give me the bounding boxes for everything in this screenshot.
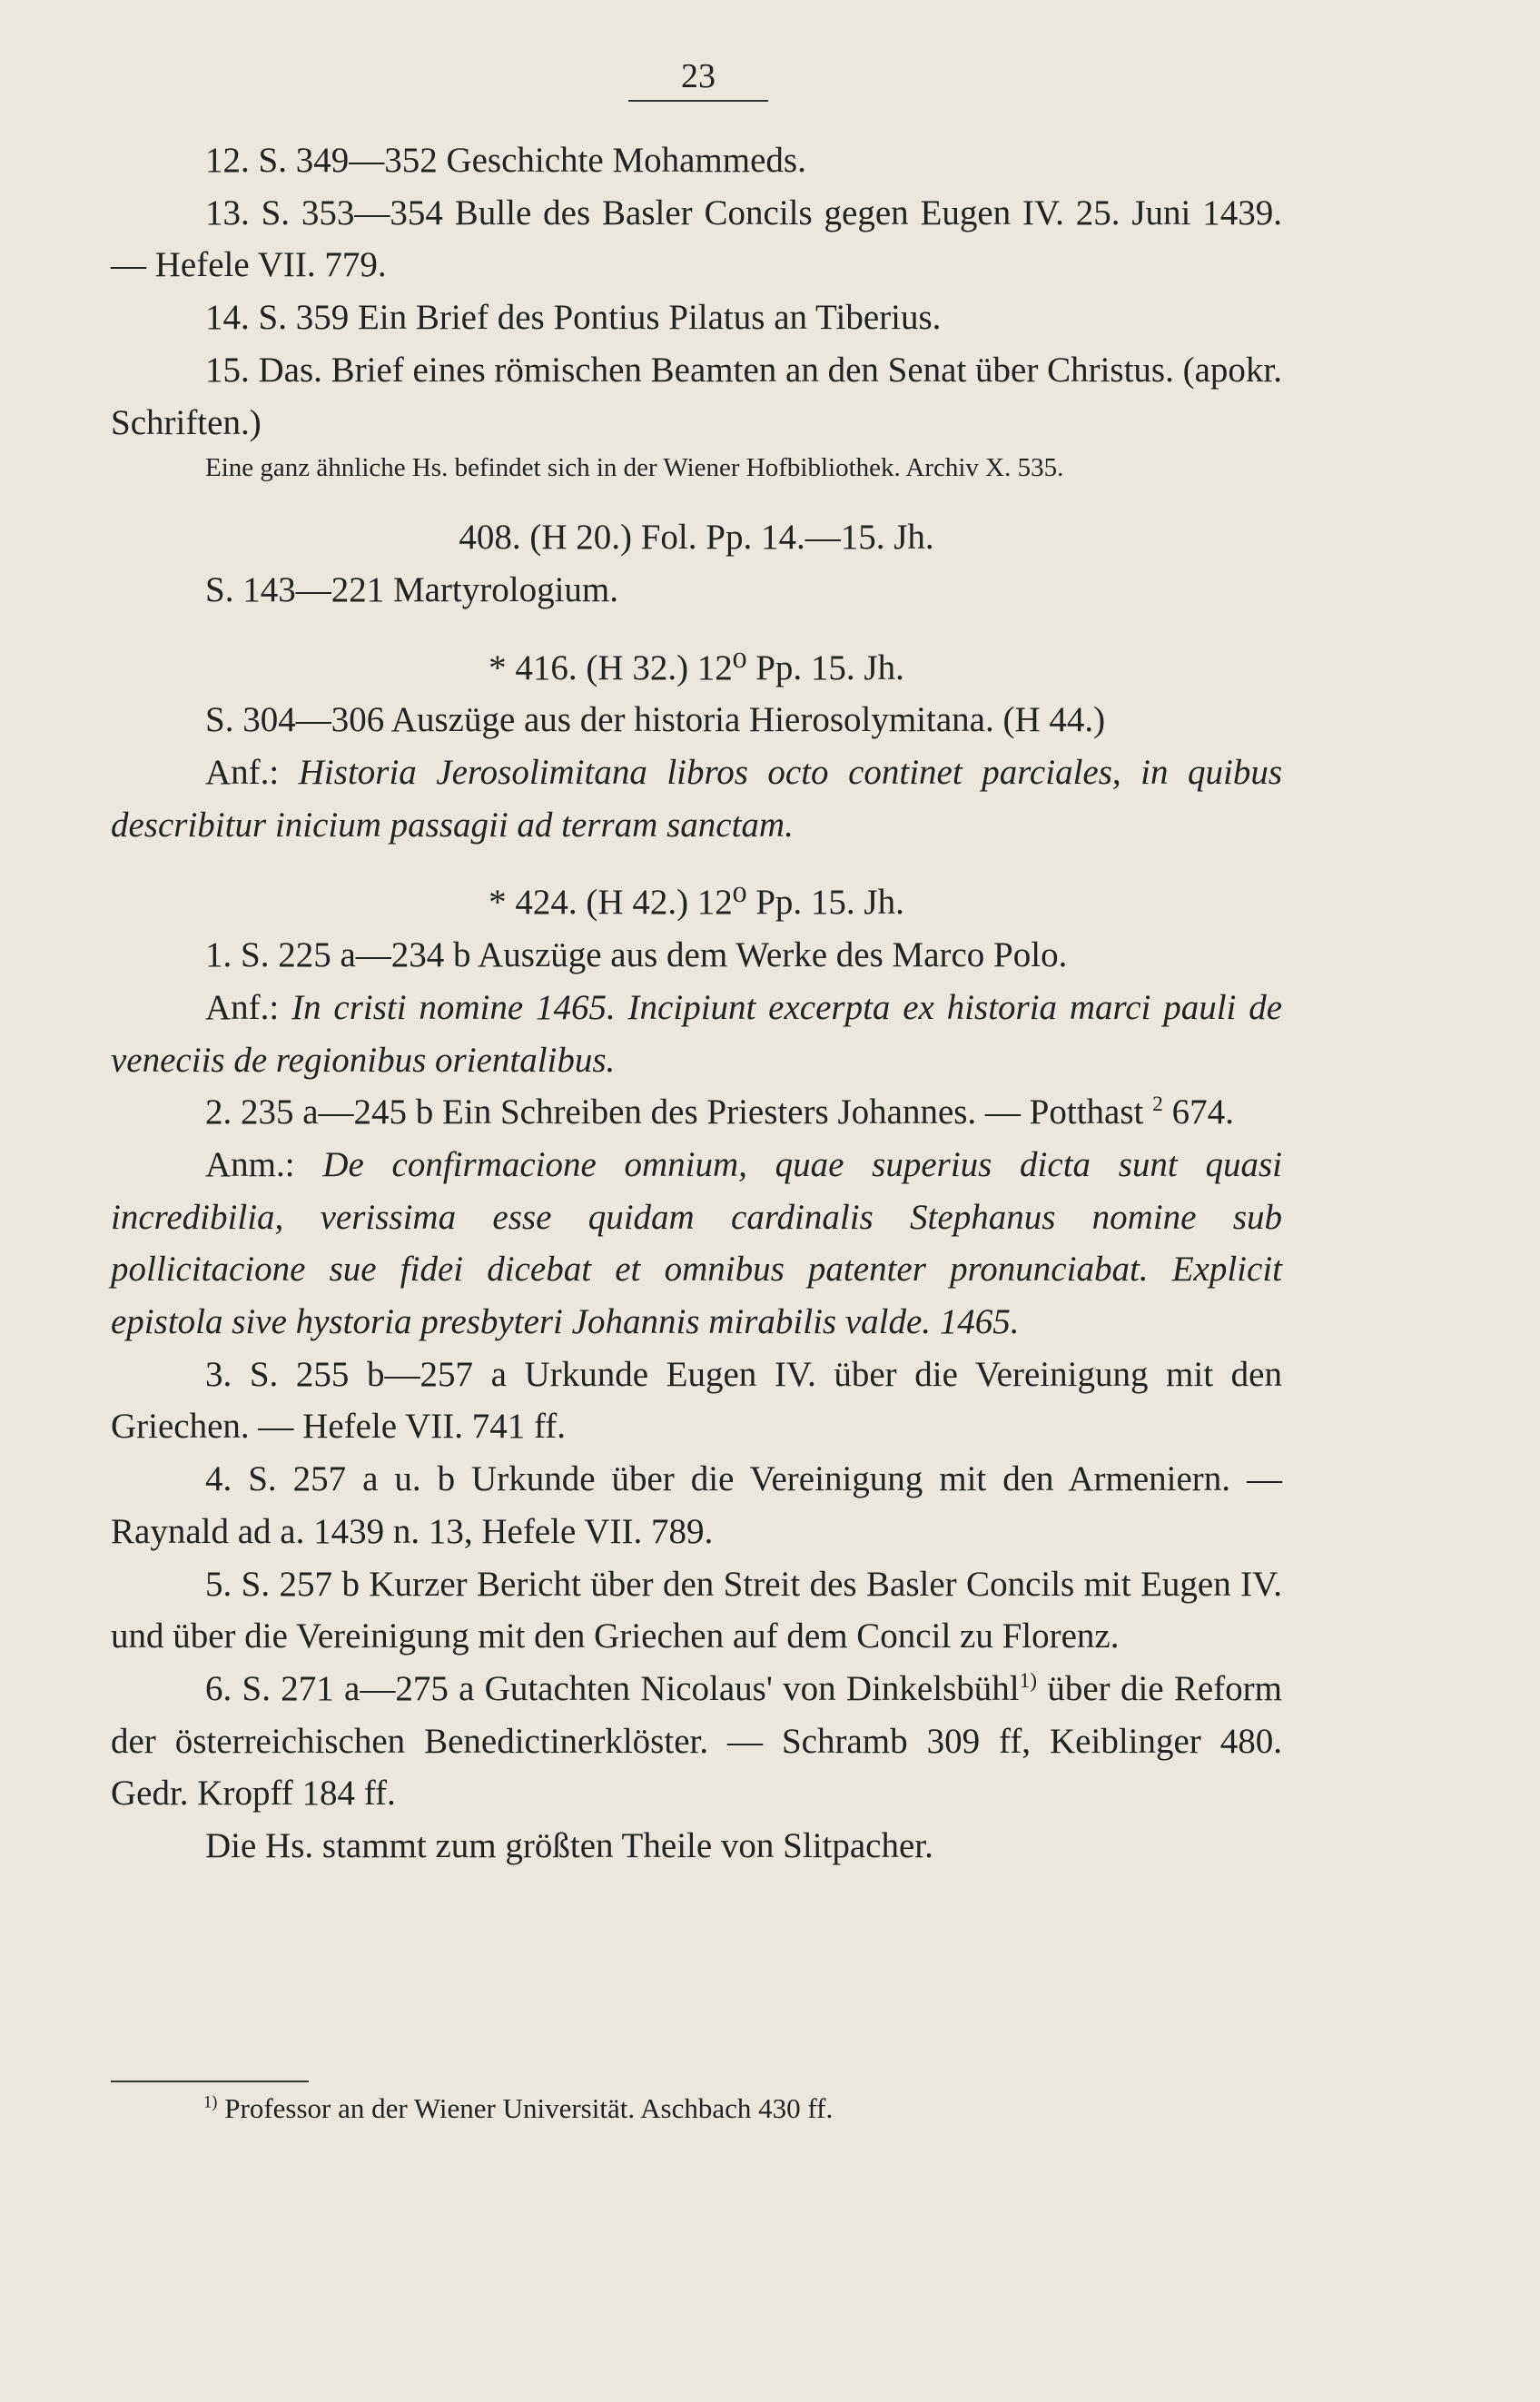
entry-martyrologium: S. 143—221 Martyrologium. xyxy=(205,569,618,609)
note-hofbibliothek: Eine ganz ähnliche Hs. befindet sich in der Wiener Hofbibliothek. Archiv X. 535. xyxy=(205,453,1064,483)
footnote-mark: 1) xyxy=(203,2092,218,2112)
footnote xyxy=(203,2089,1275,2129)
body-text xyxy=(111,134,1282,1873)
page-number: 23 xyxy=(628,56,768,102)
entry-text: 2. 235 a—245 b Ein Schreiben des Priesters Johannes. — Potthast xyxy=(205,1092,1144,1132)
footnote-text: Professor an der Wiener Universität. Aschbach 430 ff. xyxy=(217,2092,834,2124)
anm-label: Anm.: xyxy=(205,1144,295,1184)
entry-marco-polo: 1. S. 225 a—234 b Auszüge aus dem Werke des Marco Polo. xyxy=(205,935,1068,975)
entry-14: 14. S. 359 Ein Brief des Pontius Pilatus an Tiberius. xyxy=(205,298,942,338)
entry-urkunde-armenier: 4. S. 257 a u. b Urkunde über die Vereinigung mit den Armeniern. — Raynald ad a. 1439 n. 13, Hefele VII. 789. xyxy=(111,1459,1282,1551)
footnote-rule xyxy=(111,2081,309,2082)
entry-gutachten xyxy=(111,1663,1282,1820)
entry-12: 12. S. 349—352 Geschichte Mohammeds. xyxy=(205,141,806,180)
entry-text: 674. xyxy=(1162,1092,1234,1132)
entry-slitpacher: Die Hs. stammt zum größten Theile von Slitpacher. xyxy=(205,1826,933,1866)
anfang-marco-polo xyxy=(111,982,1282,1086)
entry-urkunde-griechen: 3. S. 255 b—257 a Urkunde Eugen IV. über die Vereinigung mit den Griechen. — Hefele VII. 741 ff. xyxy=(111,1354,1282,1447)
anf-quote: In cristi nomine 1465. Incipiunt excerpta ex historia marci pauli de veneciis de regionibus orientalibus. xyxy=(111,987,1283,1080)
anf-label: Anf.: xyxy=(205,753,280,793)
heading-408: 408. (H 20.) Fol. Pp. 14.—15. Jh. xyxy=(459,518,934,558)
entry-johannes xyxy=(111,1086,1282,1139)
entry-text: über die Reform der österreichischen Benedictinerklöster. — Schramb 309 ff, Keiblinger 480. Gedr. Kropff 184 ff. xyxy=(111,1668,1282,1814)
entry-13: 13. S. 353—354 Bulle des Basler Concils gegen Eugen IV. 25. Juni 1439. — Hefele VII. 779. xyxy=(111,193,1282,285)
heading-424: * 424. (H 42.) 12⁰ Pp. 15. Jh. xyxy=(489,883,904,923)
heading-416: * 416. (H 32.) 12⁰ Pp. 15. Jh. xyxy=(489,647,904,687)
anmerkung xyxy=(111,1139,1282,1349)
entry-historia: S. 304—306 Auszüge aus der historia Hierosolymitana. (H 44.) xyxy=(205,700,1106,740)
anf-quote: Historia Jerosolimitana libros octo continet parciales, in quibus describitur inicium passagii ad terram sanctam. xyxy=(111,753,1282,845)
anf-label: Anf.: xyxy=(205,987,280,1027)
entry-bericht: 5. S. 257 b Kurzer Bericht über den Streit des Basler Concils mit Eugen IV. und über die Vereinigung mit den Griechen auf dem Concil zu Florenz. xyxy=(111,1564,1282,1656)
anfang-historia xyxy=(111,746,1282,851)
anm-quote: De confirmacione omnium, quae superius dicta sunt quasi incredibilia, verissima esse quidam cardinalis Stephanus nomine sub pollicitacione sue fidei dicebat et omnibus patenter pronunciabat. Explicit epistola sive hystoria presbyteri Johannis mirabilis valde. 1465. xyxy=(111,1144,1282,1342)
entry-text: 6. S. 271 a—275 a Gutachten Nicolaus' von Dinkelsbühl xyxy=(205,1668,1020,1708)
superscript: 2 xyxy=(1152,1092,1163,1117)
footnote-ref: 1) xyxy=(1019,1668,1038,1693)
entry-15: 15. Das. Brief eines römischen Beamten an den Senat über Christus. (apokr. Schriften.) xyxy=(111,350,1282,442)
